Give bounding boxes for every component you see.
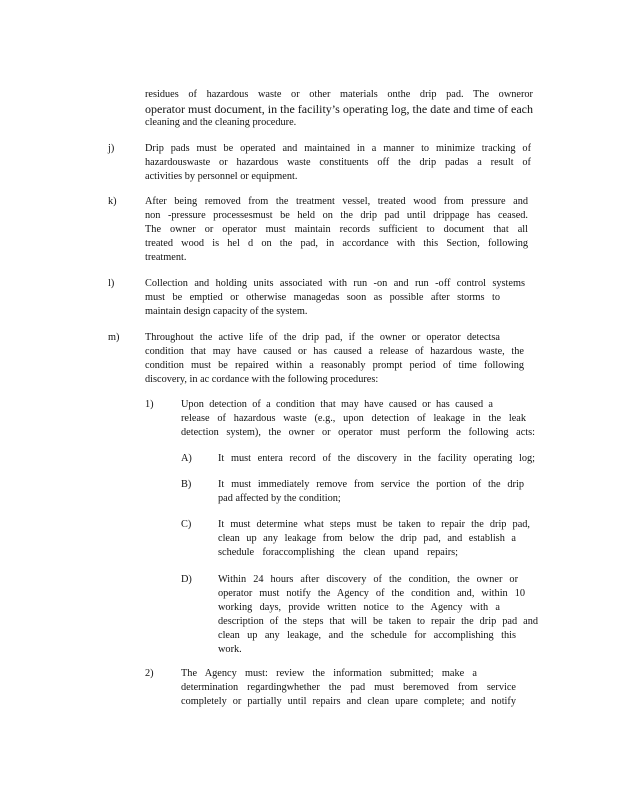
paragraph-line: It must determine what steps must be taken to repair the drip pad, — [218, 519, 530, 530]
item-marker-k: k) — [108, 196, 117, 207]
item-marker-l: l) — [108, 278, 115, 289]
paragraph-line: hazardouswaste or hazardous waste constituents off the drip padas a result of — [145, 157, 531, 168]
paragraph-line: treatment. — [145, 252, 187, 263]
subitem-2-text — [181, 667, 516, 709]
paragraph-line: Within 24 hours after discovery of the condition, the owner or — [218, 574, 518, 585]
item-l-text — [145, 277, 525, 319]
paragraph-line: cleaning and the cleaning procedure. — [145, 117, 297, 128]
paragraph-line: It must immediately remove from service the portion of the drip — [218, 479, 524, 490]
paragraph-line: treated wood is hel d on the pad, in accordance with this Section, following — [145, 238, 528, 249]
paragraph-line: activities by personnel or equipment. — [145, 171, 298, 182]
paragraph-line: The Agency must: review the information submitted; make a — [181, 668, 477, 679]
paragraph-line: must be emptied or otherwise managedas soon as possible after storms to — [145, 292, 500, 303]
paragraph-line: clean up any leakage, and the schedule for accomplishing this — [218, 630, 516, 641]
paragraph-line: Collection and holding units associated with run -on and run -off control systems — [145, 278, 525, 289]
continuation-paragraph — [145, 88, 533, 130]
act-b-text — [218, 478, 524, 506]
act-marker-a: A) — [181, 453, 192, 464]
subitem-marker-1: 1) — [145, 399, 154, 410]
paragraph-line: working days, provide written notice to the Agency with a — [218, 602, 500, 613]
item-marker-j: j) — [108, 143, 115, 154]
paragraph-line: work. — [218, 644, 242, 655]
act-a-text — [218, 452, 535, 466]
paragraph-line: detection system), the owner or operator must perform the following acts: — [181, 427, 535, 438]
act-d-text — [218, 573, 538, 657]
paragraph-line: condition must be repaired within a reasonably prompt period of time following — [145, 360, 524, 371]
paragraph-line: schedule foraccomplishing the clean upand repairs; — [218, 547, 458, 558]
paragraph-line: The owner or operator must maintain records sufficient to document that all — [145, 224, 528, 235]
paragraph-line: maintain design capacity of the system. — [145, 306, 308, 317]
paragraph-line: determination regardingwhether the pad must beremoved from service — [181, 682, 516, 693]
item-marker-m: m) — [108, 332, 120, 343]
paragraph-line: discovery, in ac cordance with the following procedures: — [145, 374, 379, 385]
paragraph-line: Throughout the active life of the drip pad, if the owner or operator detectsa — [145, 332, 500, 343]
act-marker-d: D) — [181, 574, 192, 585]
paragraph-line: clean up any leakage from below the drip pad, and establish a — [218, 533, 516, 544]
act-marker-c: C) — [181, 519, 192, 530]
paragraph-line: After being removed from the treatment vessel, treated wood from pressure and — [145, 196, 528, 207]
paragraph-line: Upon detection of a condition that may have caused or has caused a — [181, 399, 493, 410]
paragraph-line: Drip pads must be operated and maintained in a manner to minimize tracking of — [145, 143, 531, 154]
subitem-1-text — [181, 398, 535, 440]
item-j-text — [145, 142, 531, 184]
paragraph-line: residues of hazardous waste or other materials onthe drip pad. The owneror — [145, 89, 533, 100]
act-c-text — [218, 518, 530, 560]
paragraph-line: condition that may have caused or has caused a release of hazardous waste, the — [145, 346, 524, 357]
act-marker-b: B) — [181, 479, 192, 490]
paragraph-line: operator must notify the Agency of the condition and, within 10 — [218, 588, 525, 599]
item-k-text — [145, 195, 528, 265]
paragraph-line: pad affected by the condition; — [218, 493, 341, 504]
paragraph-line: description of the steps that will be taken to repair the drip pad and — [218, 616, 538, 627]
paragraph-line: non -pressure processesmust be held on the drip pad until drippage has ceased. — [145, 210, 528, 221]
paragraph-line: It must entera record of the discovery in the facility operating log; — [218, 453, 535, 464]
subitem-marker-2: 2) — [145, 668, 154, 679]
item-m-text — [145, 331, 524, 387]
paragraph-line: release of hazardous waste (e.g., upon detection of leakage in the leak — [181, 413, 526, 424]
paragraph-line: operator must document, in the facility’s operating log, the date and time of each — [145, 102, 533, 116]
paragraph-line: completely or partially until repairs and clean upare complete; and notify — [181, 696, 516, 707]
